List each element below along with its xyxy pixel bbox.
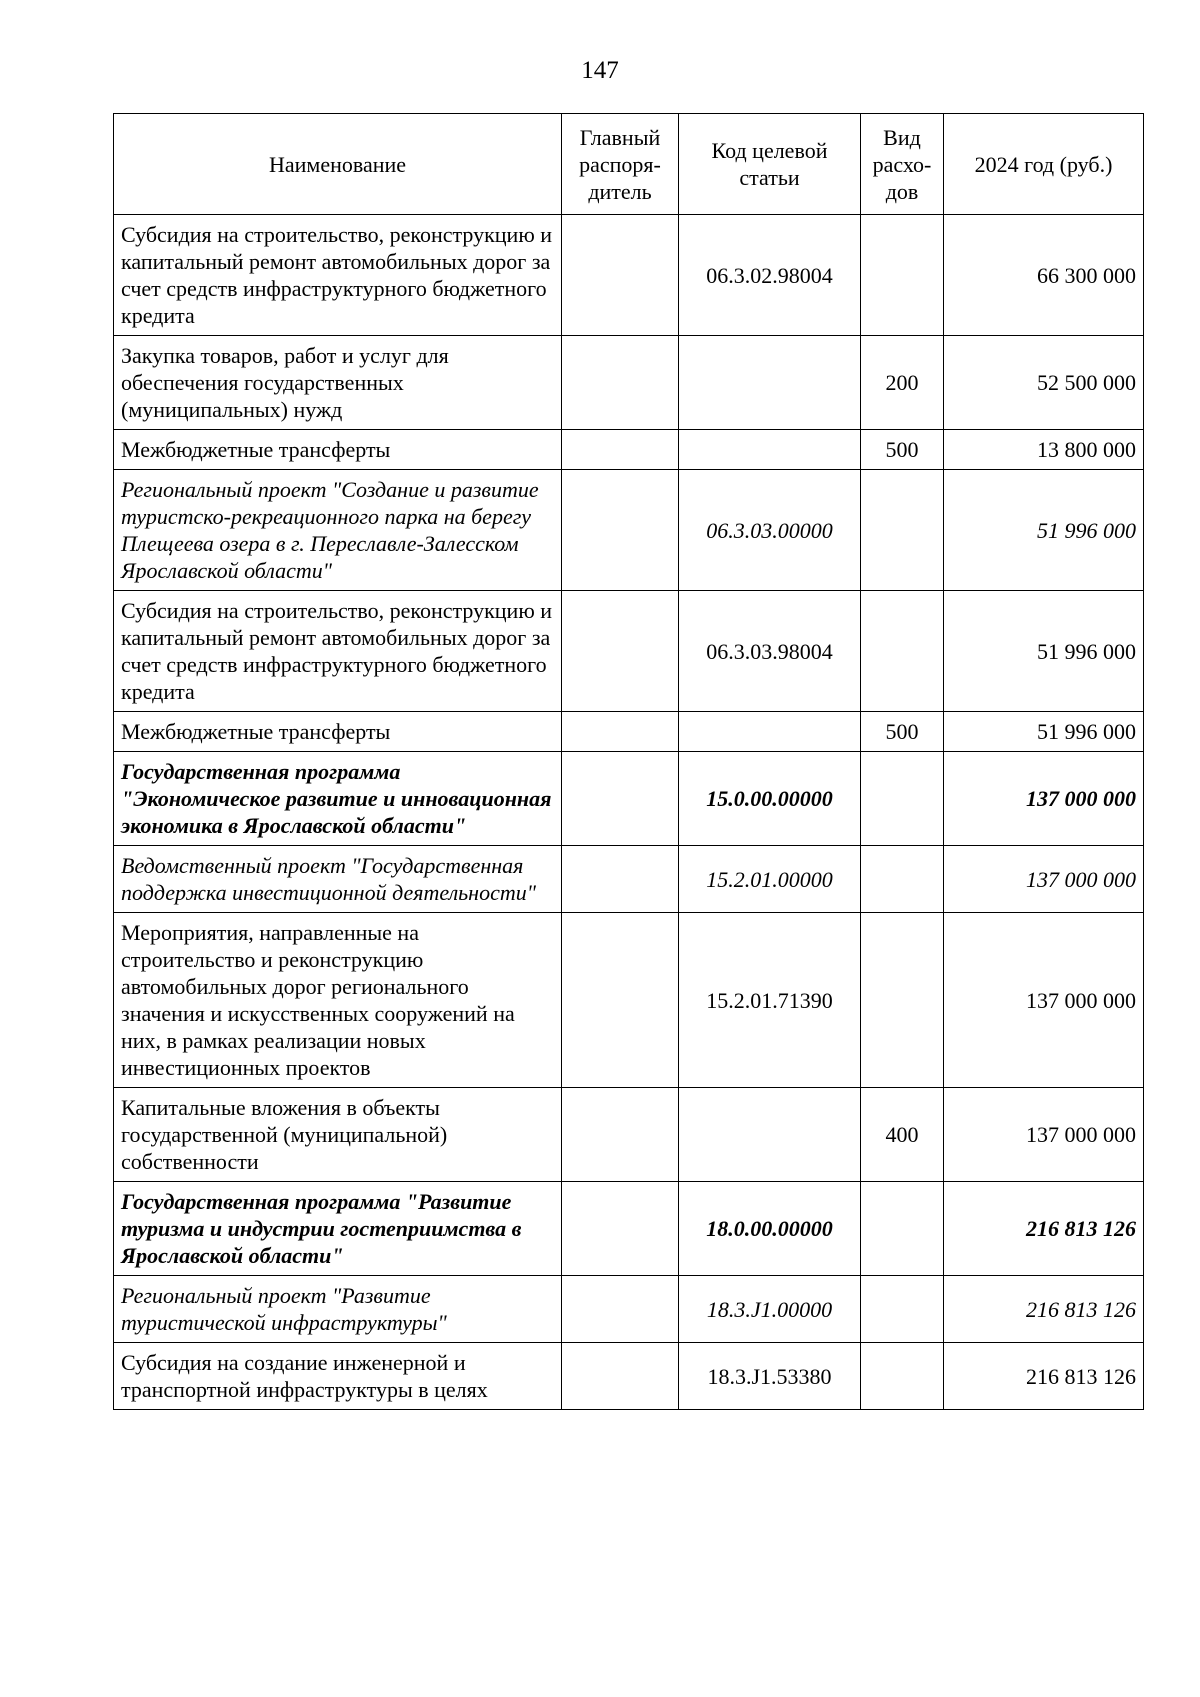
table-row bbox=[114, 336, 1144, 430]
row-admin bbox=[562, 1182, 679, 1276]
row-kind bbox=[861, 470, 944, 591]
table-row bbox=[114, 215, 1144, 336]
table-row bbox=[114, 430, 1144, 470]
row-kind: 200 bbox=[861, 336, 944, 430]
table-row bbox=[114, 1182, 1144, 1276]
row-amount: 51 996 000 bbox=[944, 591, 1144, 712]
row-name: Ведомственный проект "Государственная поддержка инвестиционной деятельности" bbox=[114, 846, 562, 913]
row-amount: 216 813 126 bbox=[944, 1182, 1144, 1276]
row-kind bbox=[861, 1343, 944, 1410]
row-name: Субсидия на строительство, реконструкцию и капитальный ремонт автомобильных дорог за счет средств инфраструктурного бюджетного кредита bbox=[114, 215, 562, 336]
row-amount: 51 996 000 bbox=[944, 712, 1144, 752]
row-code bbox=[679, 430, 861, 470]
row-admin bbox=[562, 1276, 679, 1343]
row-amount: 216 813 126 bbox=[944, 1343, 1144, 1410]
row-code bbox=[679, 336, 861, 430]
row-amount: 137 000 000 bbox=[944, 846, 1144, 913]
row-name: Государственная программа "Развитие туризма и индустрии гостеприимства в Ярославской области" bbox=[114, 1182, 562, 1276]
row-code: 18.3.J1.53380 bbox=[679, 1343, 861, 1410]
row-amount: 66 300 000 bbox=[944, 215, 1144, 336]
row-code: 15.2.01.00000 bbox=[679, 846, 861, 913]
row-admin bbox=[562, 752, 679, 846]
table-row bbox=[114, 752, 1144, 846]
row-admin bbox=[562, 1088, 679, 1182]
page-number: 147 bbox=[581, 57, 619, 84]
row-name: Субсидия на строительство, реконструкцию и капитальный ремонт автомобильных дорог за счет средств инфраструктурного бюджетного кредита bbox=[114, 591, 562, 712]
table-row bbox=[114, 470, 1144, 591]
table-row bbox=[114, 1276, 1144, 1343]
row-kind bbox=[861, 1182, 944, 1276]
row-admin bbox=[562, 470, 679, 591]
header-kind: Вид расхо-дов bbox=[861, 114, 944, 215]
row-name: Мероприятия, направленные на строительство и реконструкцию автомобильных дорог регионального значения и искусственных сооружений на них, в рамках реализации новых инвестиционных проектов bbox=[114, 913, 562, 1088]
row-kind bbox=[861, 752, 944, 846]
table-row bbox=[114, 591, 1144, 712]
row-name: Региональный проект "Развитие туристической инфраструктуры" bbox=[114, 1276, 562, 1343]
row-amount: 51 996 000 bbox=[944, 470, 1144, 591]
row-name: Субсидия на создание инженерной и транспортной инфраструктуры в целях bbox=[114, 1343, 562, 1410]
row-code bbox=[679, 1088, 861, 1182]
row-kind bbox=[861, 846, 944, 913]
row-admin bbox=[562, 430, 679, 470]
row-code: 18.3.J1.00000 bbox=[679, 1276, 861, 1343]
row-name: Капитальные вложения в объекты государственной (муниципальной) собственности bbox=[114, 1088, 562, 1182]
row-admin bbox=[562, 215, 679, 336]
row-amount: 52 500 000 bbox=[944, 336, 1144, 430]
row-name: Государственная программа "Экономическое развитие и инновационная экономика в Ярославской области" bbox=[114, 752, 562, 846]
row-admin bbox=[562, 1343, 679, 1410]
row-code: 15.2.01.71390 bbox=[679, 913, 861, 1088]
row-name: Межбюджетные трансферты bbox=[114, 712, 562, 752]
table-row bbox=[114, 1343, 1144, 1410]
row-kind: 500 bbox=[861, 430, 944, 470]
row-kind: 400 bbox=[861, 1088, 944, 1182]
table-row bbox=[114, 1088, 1144, 1182]
table-row bbox=[114, 846, 1144, 913]
budget-table bbox=[113, 113, 1144, 1410]
row-amount: 216 813 126 bbox=[944, 1276, 1144, 1343]
row-code: 06.3.03.00000 bbox=[679, 470, 861, 591]
row-kind: 500 bbox=[861, 712, 944, 752]
row-kind bbox=[861, 215, 944, 336]
row-admin bbox=[562, 913, 679, 1088]
row-code bbox=[679, 712, 861, 752]
row-name: Региональный проект "Создание и развитие туристско-рекреационного парка на берегу Плещеева озера в г. Переславле-Залесском Ярославской области" bbox=[114, 470, 562, 591]
table-row bbox=[114, 913, 1144, 1088]
header-admin: Главный распоря-дитель bbox=[562, 114, 679, 215]
row-admin bbox=[562, 712, 679, 752]
row-kind bbox=[861, 913, 944, 1088]
row-amount: 137 000 000 bbox=[944, 1088, 1144, 1182]
row-code: 06.3.03.98004 bbox=[679, 591, 861, 712]
row-admin bbox=[562, 591, 679, 712]
row-admin bbox=[562, 846, 679, 913]
row-kind bbox=[861, 1276, 944, 1343]
row-name: Закупка товаров, работ и услуг для обеспечения государственных (муниципальных) нужд bbox=[114, 336, 562, 430]
row-code: 18.0.00.00000 bbox=[679, 1182, 861, 1276]
row-amount: 13 800 000 bbox=[944, 430, 1144, 470]
row-kind bbox=[861, 591, 944, 712]
row-name: Межбюджетные трансферты bbox=[114, 430, 562, 470]
table-body bbox=[114, 215, 1144, 1410]
header-name: Наименование bbox=[114, 114, 562, 215]
row-amount: 137 000 000 bbox=[944, 913, 1144, 1088]
header-code: Код целевой статьи bbox=[679, 114, 861, 215]
row-code: 06.3.02.98004 bbox=[679, 215, 861, 336]
table-header-row bbox=[114, 114, 1144, 215]
row-amount: 137 000 000 bbox=[944, 752, 1144, 846]
header-amount: 2024 год (руб.) bbox=[944, 114, 1144, 215]
row-admin bbox=[562, 336, 679, 430]
row-code: 15.0.00.00000 bbox=[679, 752, 861, 846]
table-row bbox=[114, 712, 1144, 752]
